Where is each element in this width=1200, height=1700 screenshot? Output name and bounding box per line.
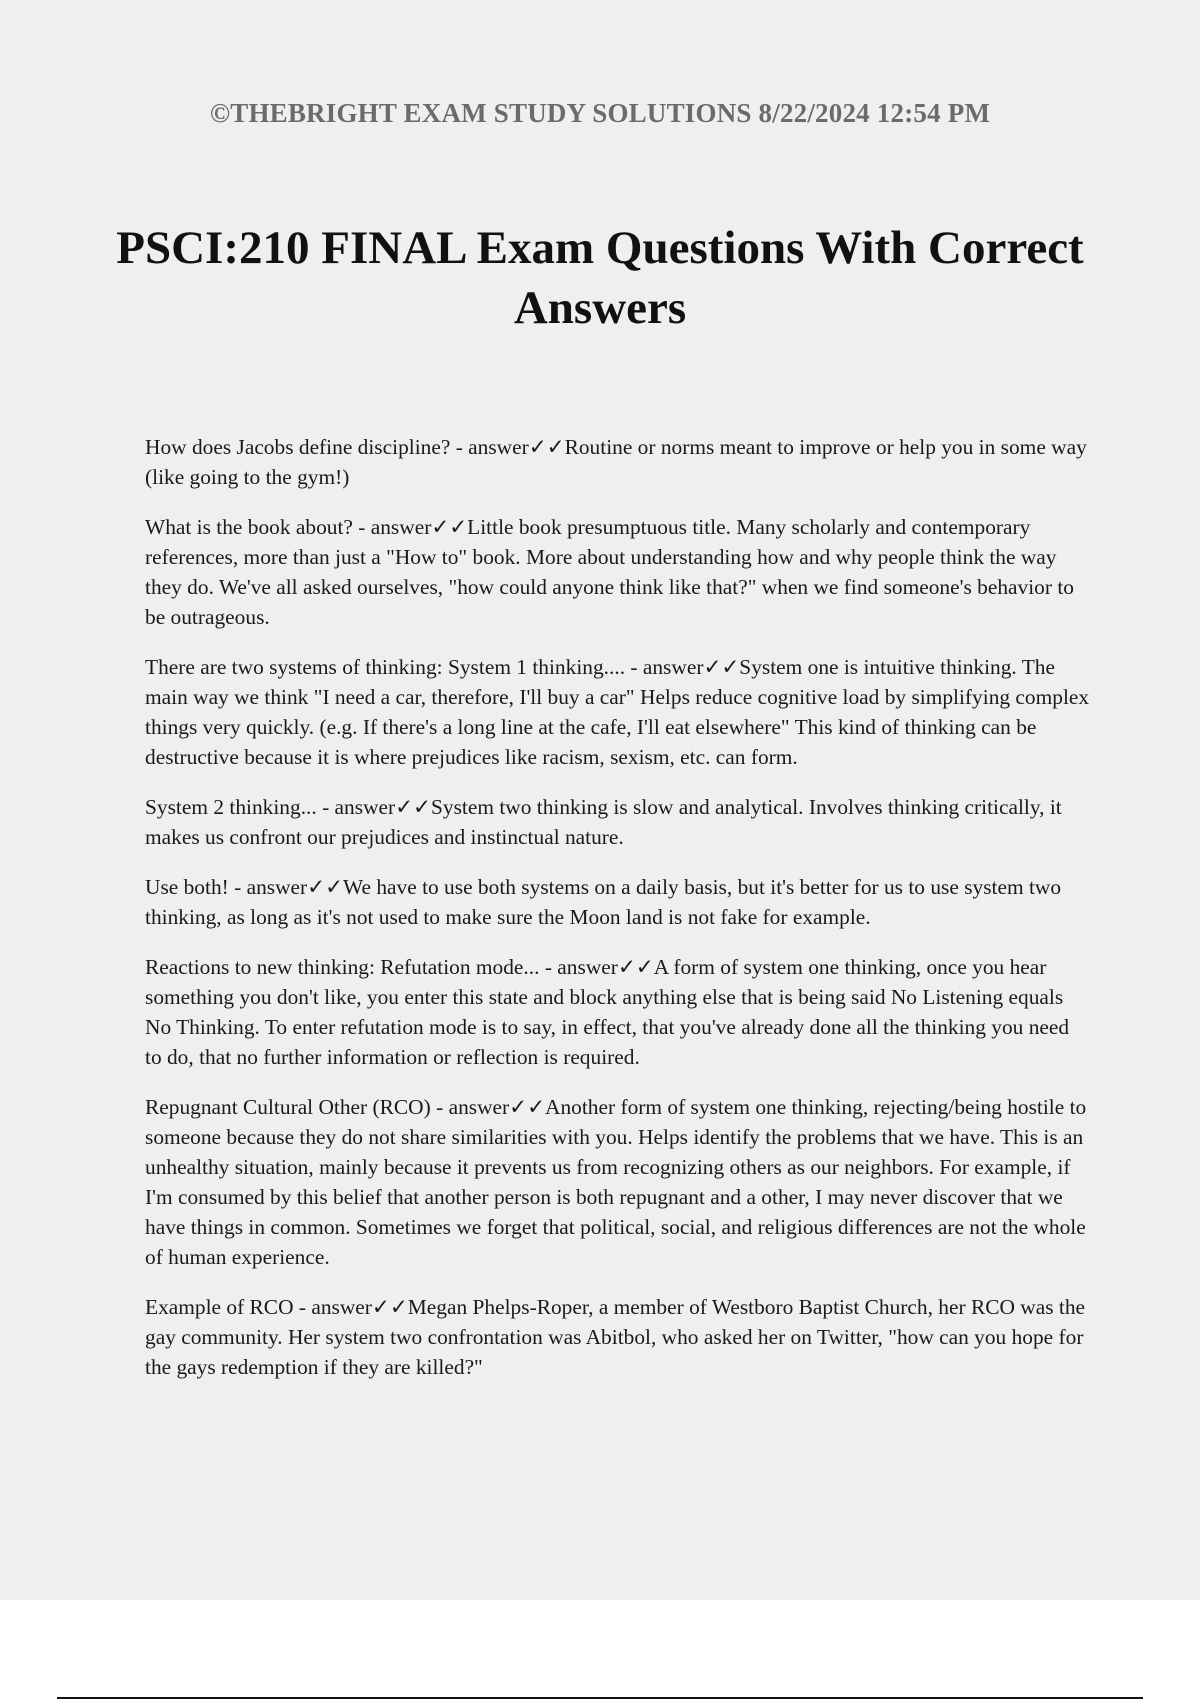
answer-separator: - answer✓✓ <box>450 435 565 459</box>
document-title: PSCI:210 FINAL Exam Questions With Correct Answers <box>116 222 1084 334</box>
answer-text: Another form of system one thinking, rejecting/being hostile to someone because they do not share similarities with you. Helps identify the problems that we have. This is an unhealthy situation, mainly because it prevents us from recognizing others as our neighbors. For example, if I'm consumed by this belief that another person is both repugnant and a other, I may never discover that we have things in common. Sometimes we forget that political, social, and religious differences are not the whole of human experience. <box>145 1095 1087 1269</box>
question-text: Example of RCO <box>145 1295 294 1319</box>
answer-separator: - answer✓✓ <box>228 875 344 899</box>
qa-item <box>145 872 1090 932</box>
question-text: Reactions to new thinking: Refutation mode... <box>145 955 540 979</box>
qa-item <box>145 512 1090 632</box>
qa-item <box>145 1292 1090 1382</box>
question-text: Repugnant Cultural Other (RCO) <box>145 1095 431 1119</box>
question-text: How does Jacobs define discipline? <box>145 435 451 459</box>
qa-item <box>145 652 1090 772</box>
answer-separator: - answer✓✓ <box>539 955 654 979</box>
answer-text: Megan Phelps-Roper, a member of Westboro Baptist Church, her RCO was the gay community. Her system two confrontation was Abitbol, who asked her on Twitter, "how can you hope for the gays redemption if they are killed?" <box>145 1295 1086 1379</box>
page-header-watermark: ©THEBRIGHT EXAM STUDY SOLUTIONS 8/22/2024 12:54 PM <box>209 98 991 128</box>
question-text: What is the book about? <box>145 515 353 539</box>
qa-item <box>145 952 1090 1072</box>
question-text: There are two systems of thinking: System 1 thinking.... <box>145 655 626 679</box>
answer-text: We have to use both systems on a daily basis, but it's better for us to use system two thinking, as long as it's not used to make sure the Moon land is not fake for example. <box>145 875 1062 929</box>
answer-separator: - answer✓✓ <box>293 1295 408 1319</box>
answer-text: System two thinking is slow and analytical. Involves thinking critically, it makes us confront our prejudices and instinctual nature. <box>145 795 1062 849</box>
answer-separator: - answer✓✓ <box>625 655 740 679</box>
qa-item <box>145 432 1090 492</box>
question-text: System 2 thinking... <box>145 795 317 819</box>
answer-text: A form of system one thinking, once you hear something you don't like, you enter this state and block anything else that is being said No Listening equals No Thinking. To enter refutation mode is to say, in effect, that you've already done all the thinking you need to do, that no further information or reflection is required. <box>145 955 1070 1069</box>
answer-text: Routine or norms meant to improve or help you in some way (like going to the gym!) <box>145 435 1087 489</box>
answer-separator: - answer✓✓ <box>316 795 431 819</box>
answer-text: Little book presumptuous title. Many scholarly and contemporary references, more than just a "How to" book. More about understanding how and why people think the way they do. We've all asked ourselves, "how could anyone think like that?" when we find someone's behavior to be outrageous. <box>145 515 1074 629</box>
qa-item <box>145 792 1090 852</box>
qa-list <box>145 432 1090 1402</box>
page-divider <box>57 1697 1143 1699</box>
qa-item <box>145 1092 1090 1272</box>
answer-separator: - answer✓✓ <box>352 515 468 539</box>
question-text: Use both! <box>145 875 229 899</box>
answer-text: System one is intuitive thinking. The main way we think "I need a car, therefore, I'll buy a car" Helps reduce cognitive load by simplifying complex things very quickly. (e.g. If there's a long line at the cafe, I'll eat elsewhere" This kind of thinking can be destructive because it is where prejudices like racism, sexism, etc. can form. <box>145 655 1090 769</box>
answer-separator: - answer✓✓ <box>430 1095 546 1119</box>
page-gap <box>0 1600 1200 1700</box>
